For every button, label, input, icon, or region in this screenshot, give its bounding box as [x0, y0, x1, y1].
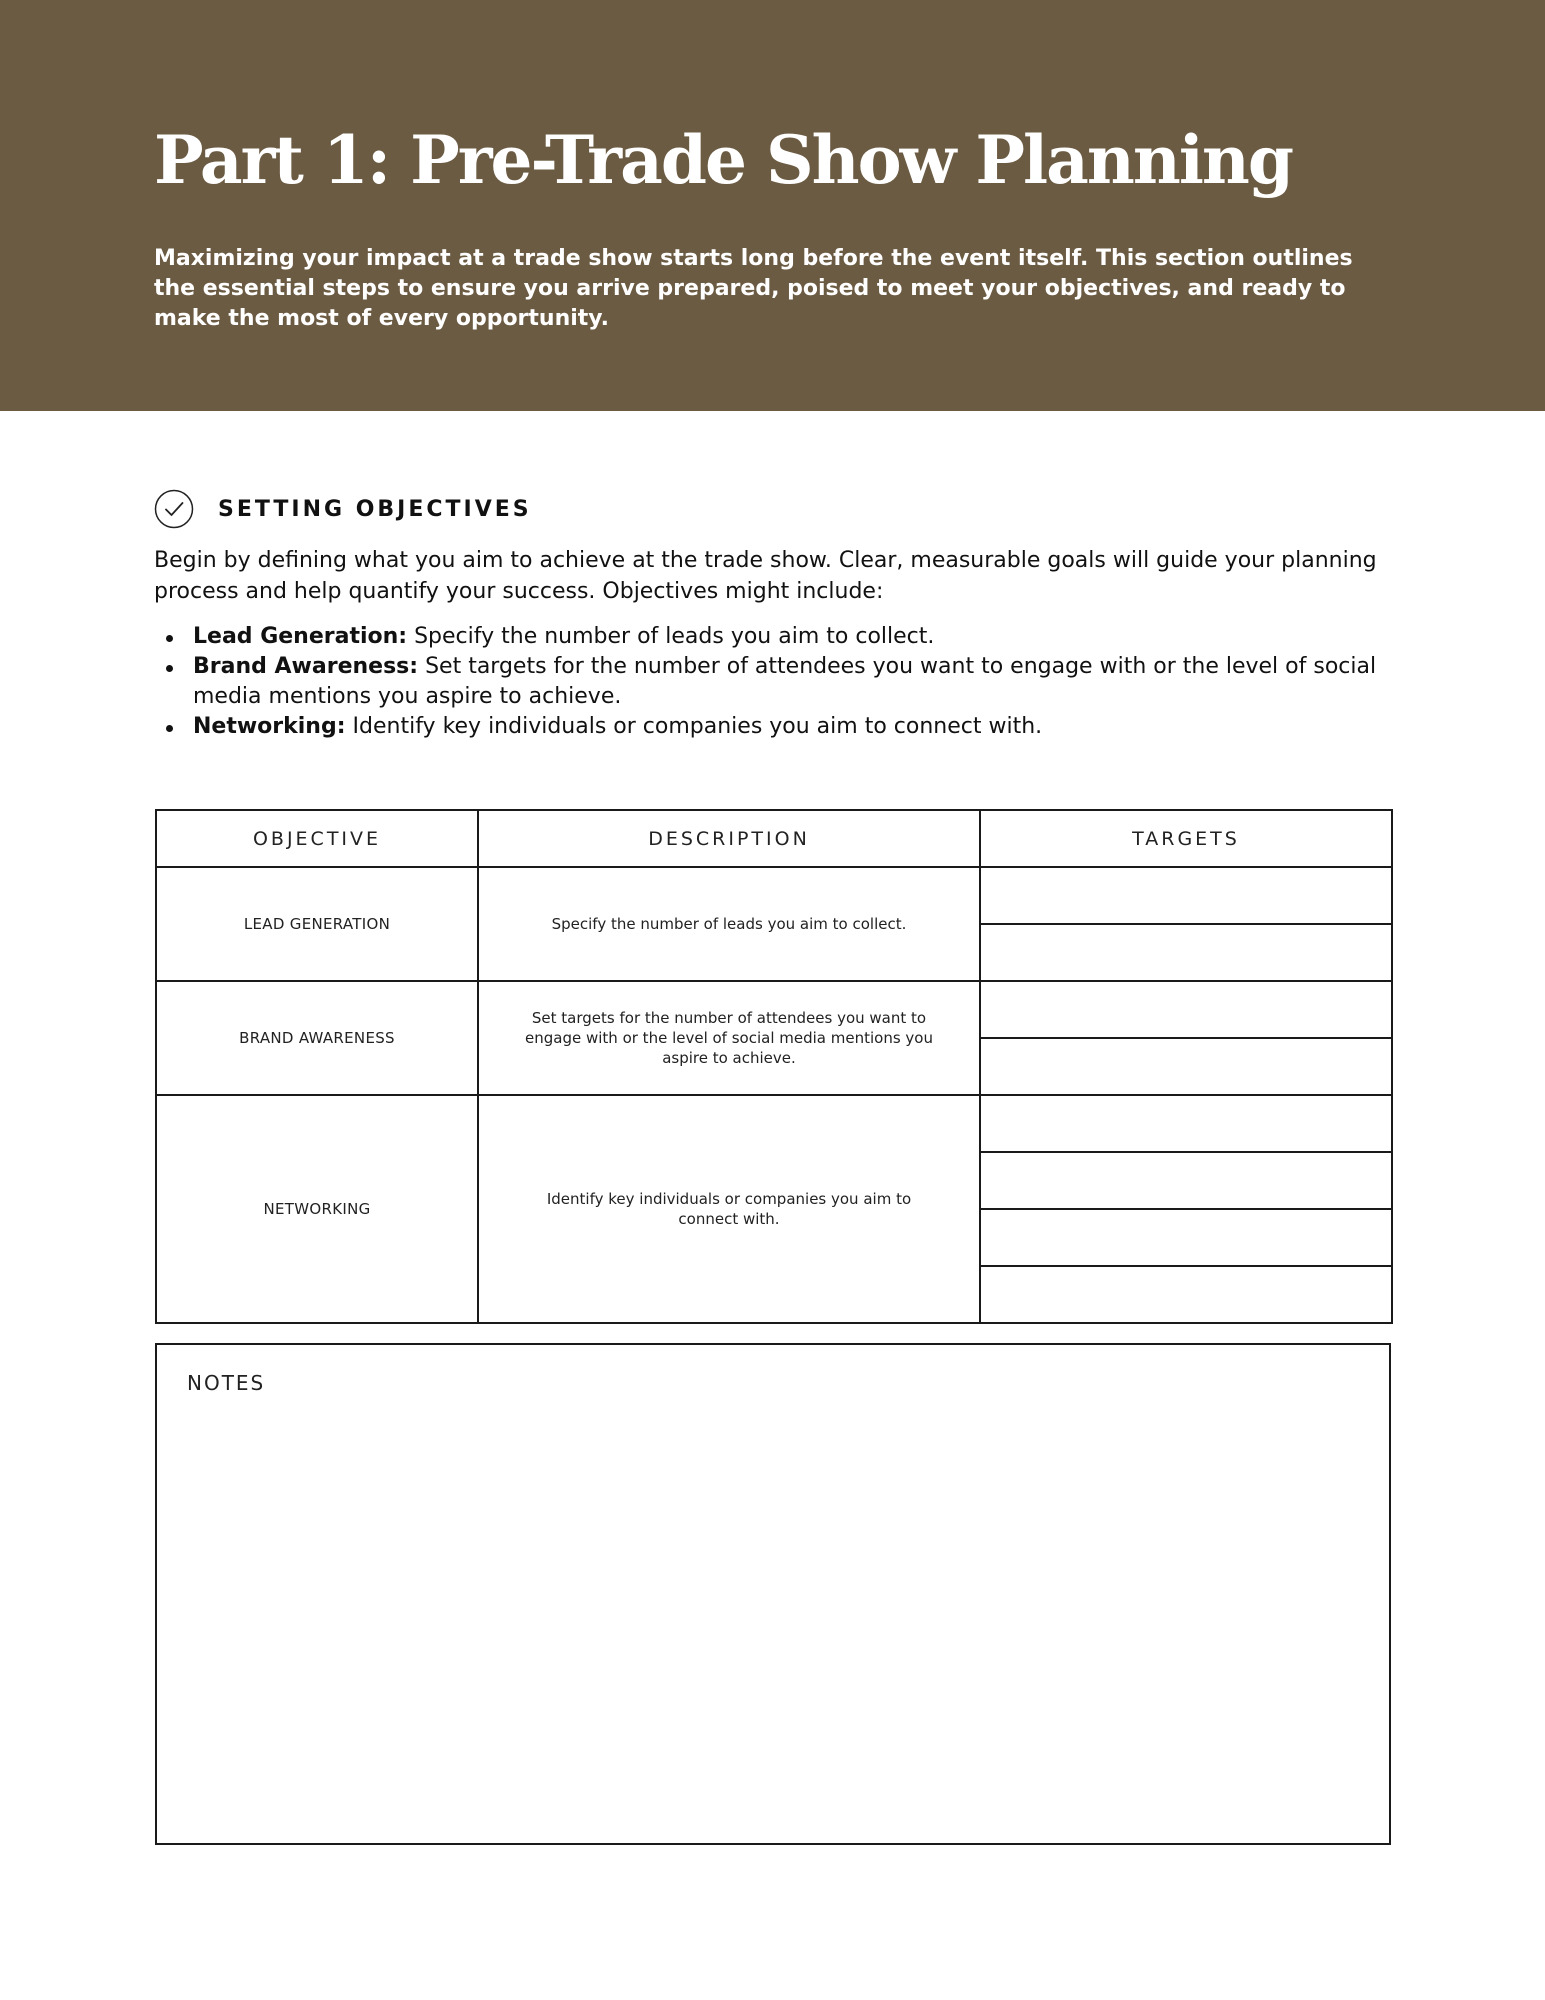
header-banner	[0, 0, 1545, 411]
bullet-text: Set targets for the number of attendees you want to engage with or the level of social media mentions you aspire to achieve.	[193, 654, 1377, 709]
target-input[interactable]	[980, 1209, 1392, 1266]
header-targets: TARGETS	[980, 810, 1392, 867]
table-row	[156, 981, 1392, 1038]
description-cell: Identify key individuals or companies you aim to connect with.	[478, 1095, 980, 1323]
target-input[interactable]	[980, 867, 1392, 924]
objective-cell: LEAD GENERATION	[156, 867, 478, 981]
notes-label: NOTES	[187, 1371, 266, 1395]
list-item	[154, 652, 1399, 712]
header-description: DESCRIPTION	[478, 810, 980, 867]
list-item	[154, 622, 1399, 652]
target-input[interactable]	[980, 924, 1392, 981]
section-lead: Begin by defining what you aim to achieve at the trade show. Clear, measurable goals will guide your planning process and help quantify your success. Objectives might include:	[154, 548, 1377, 604]
notes-box[interactable]	[155, 1343, 1391, 1845]
bullet-term: Networking:	[193, 714, 346, 739]
bullet-text: Identify key individuals or companies you aim to connect with.	[345, 714, 1043, 739]
target-input[interactable]	[980, 1095, 1392, 1152]
target-input[interactable]	[980, 1038, 1392, 1095]
objectives-list	[154, 622, 1399, 742]
section-heading	[154, 488, 532, 530]
table-row	[156, 867, 1392, 924]
table-row	[156, 1095, 1392, 1152]
description-cell: Specify the number of leads you aim to collect.	[478, 867, 980, 981]
table-header-row	[156, 810, 1392, 867]
objective-cell: NETWORKING	[156, 1095, 478, 1323]
objective-cell: BRAND AWARENESS	[156, 981, 478, 1095]
check-circle-icon	[154, 489, 194, 529]
intro-text: Maximizing your impact at a trade show starts long before the event itself. This section outlines the essential steps to ensure you arrive prepared, poised to meet your objectives, and ready to make the most of every opportunity.	[154, 246, 1353, 331]
bullet-text: Specify the number of leads you aim to collect.	[407, 624, 935, 649]
bullet-term: Lead Generation:	[193, 624, 408, 649]
bullet-term: Brand Awareness:	[193, 654, 419, 679]
target-input[interactable]	[980, 1152, 1392, 1209]
list-item	[154, 712, 1399, 742]
target-input[interactable]	[980, 1266, 1392, 1323]
header-objective: OBJECTIVE	[156, 810, 478, 867]
page-title: Part 1: Pre-Trade Show Planning	[154, 121, 1293, 199]
objectives-table	[155, 809, 1393, 1324]
section-title: SETTING OBJECTIVES	[218, 496, 532, 522]
target-input[interactable]	[980, 981, 1392, 1038]
description-cell: Set targets for the number of attendees you want to engage with or the level of social media mentions you aspire to achieve.	[478, 981, 980, 1095]
